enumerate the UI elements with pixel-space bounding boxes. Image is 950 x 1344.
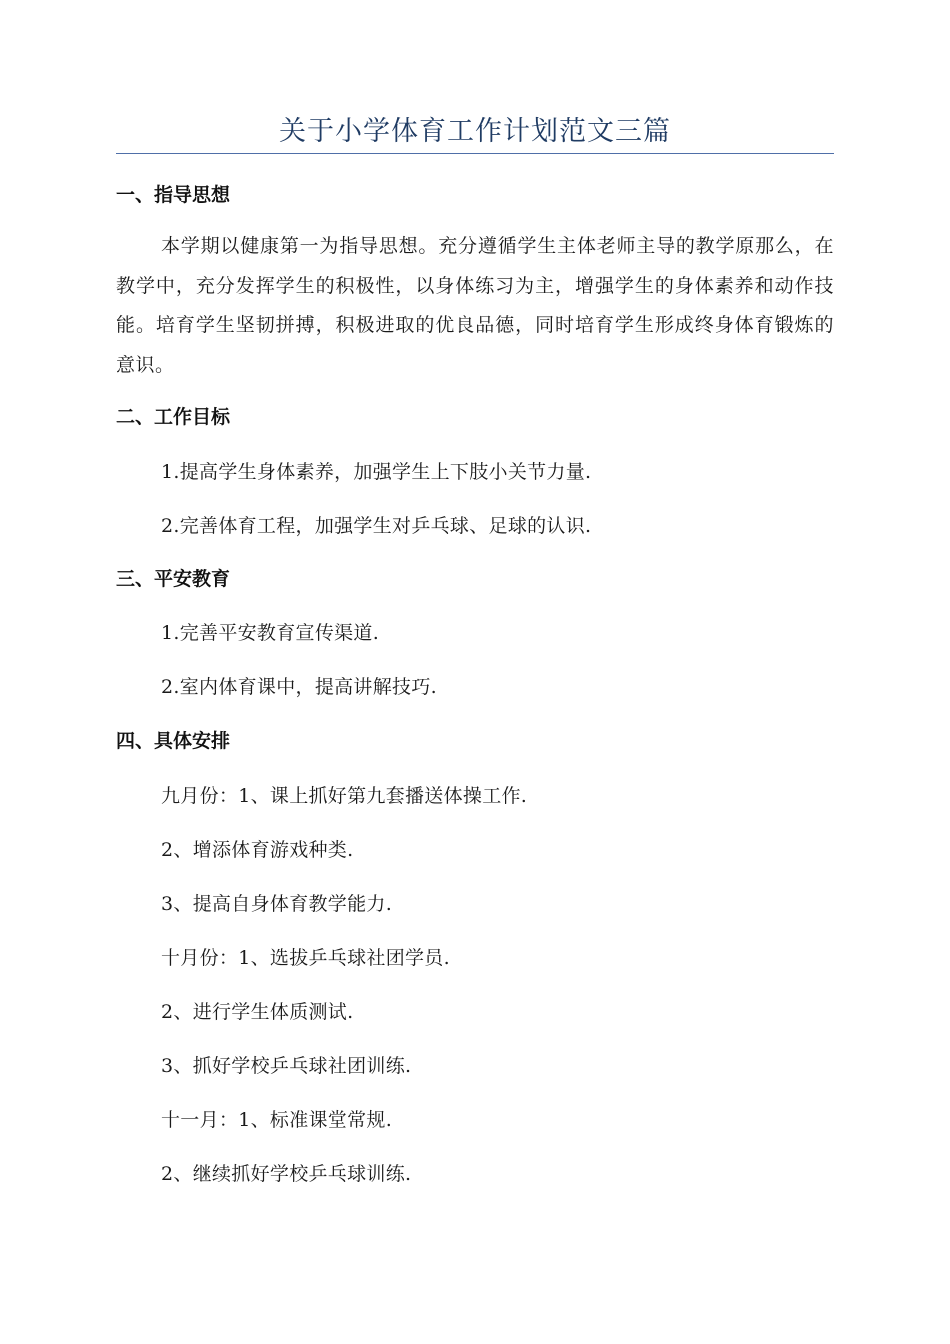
section-heading-work-goals: 二、工作目标 xyxy=(116,406,231,428)
list-item-goal-1: 1.提高学生身体素养，加强学生上下肢小关节力量. xyxy=(161,461,592,483)
list-item-october-1: 十月份：1、选拔乒乓球社团学员. xyxy=(161,947,450,969)
list-item-october-3: 3、抓好学校乒乓球社团训练. xyxy=(161,1055,412,1077)
list-item-october-2: 2、进行学生体质测试. xyxy=(161,1001,354,1023)
list-item-november-1: 十一月：1、标准课堂常规. xyxy=(161,1109,393,1131)
section-heading-guiding-ideology: 一、指导思想 xyxy=(116,184,231,206)
list-item-november-2: 2、继续抓好学校乒乓球训练. xyxy=(161,1163,412,1185)
list-item-september-1: 九月份：1、课上抓好第九套播送体操工作. xyxy=(161,785,528,807)
section-heading-specific-arrangements: 四、具体安排 xyxy=(116,730,231,752)
list-item-safety-2: 2.室内体育课中，提高讲解技巧. xyxy=(161,676,437,698)
document-title: 关于小学体育工作计划范文三篇 xyxy=(279,116,671,147)
list-item-september-2: 2、增添体育游戏种类. xyxy=(161,839,354,861)
title-underline xyxy=(116,153,834,154)
section-paragraph-guiding-ideology: 本学期以健康第一为指导思想。充分遵循学生主体老师主导的教学原那么，在教学中，充分发挥学生的积极性，以身体练习为主，增强学生的身体素养和动作技能。培育学生坚韧拼搏，积极进取的优良品德，同时培育学生形成终身体育锻炼的意识。 xyxy=(116,235,834,376)
list-item-safety-1: 1.完善平安教育宣传渠道. xyxy=(161,622,380,644)
list-item-goal-2: 2.完善体育工程，加强学生对乒乓球、足球的认识. xyxy=(161,515,592,537)
section-heading-safety-education: 三、平安教育 xyxy=(116,568,231,590)
list-item-september-3: 3、提高自身体育教学能力. xyxy=(161,893,393,915)
